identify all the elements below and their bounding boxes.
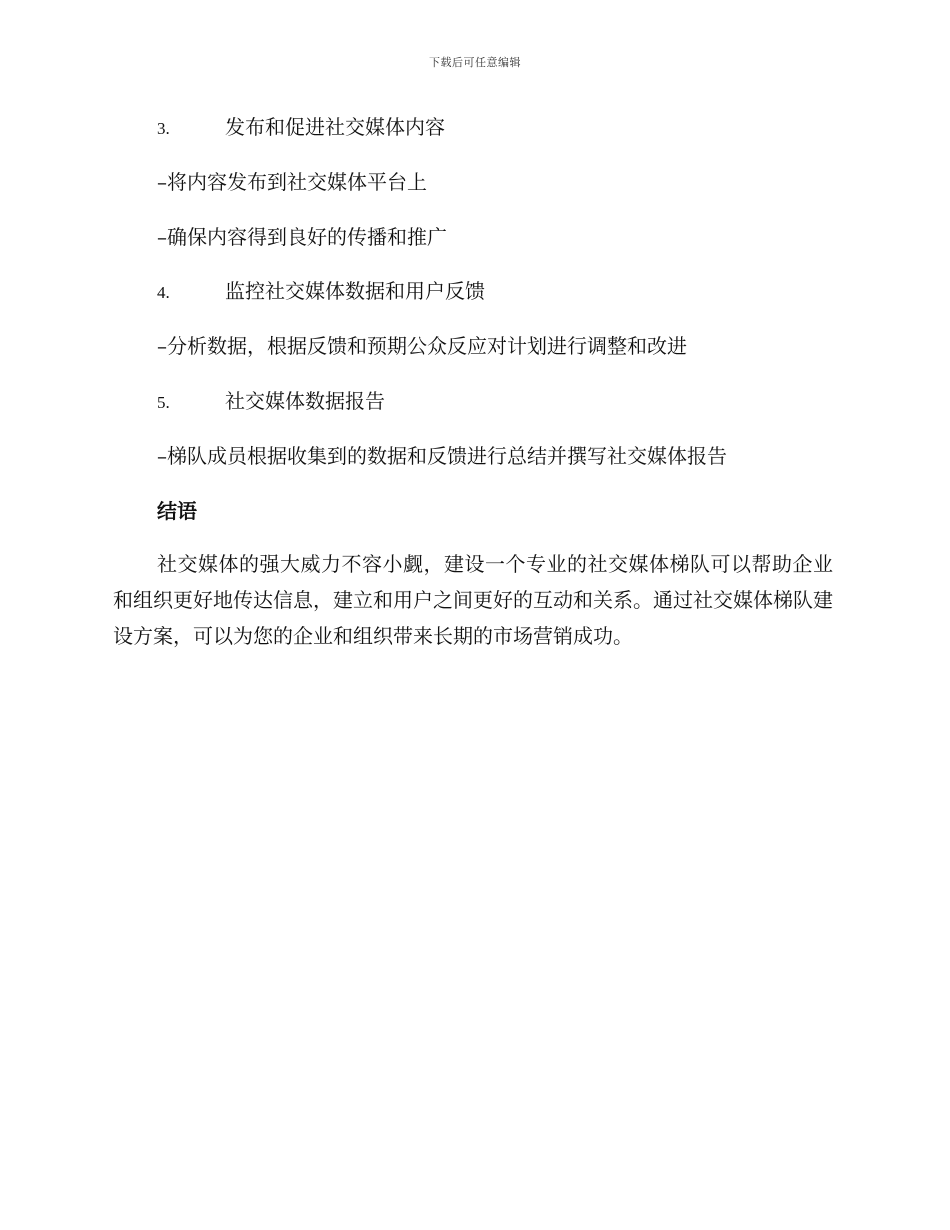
step-3 bbox=[157, 113, 445, 143]
bullet-publish-content: –将内容发布到社交媒体平台上 bbox=[157, 170, 427, 194]
step-title: 监控社交媒体数据和用户反馈 bbox=[225, 279, 485, 303]
conclusion-paragraph: 社交媒体的强大威力不容小觑，建设一个专业的社交媒体梯队可以帮助企业和组织更好地传达信息，建立和用户之间更好的互动和关系。通过社交媒体梯队建设方案，可以为您的企业和组织带来长期的市场营销成功。 bbox=[113, 552, 833, 648]
conclusion-heading: 结语 bbox=[157, 499, 197, 523]
bullet-analyze-data: –分析数据，根据反馈和预期公众反应对计划进行调整和改进 bbox=[157, 334, 687, 358]
page-header-note: 下载后可任意编辑 bbox=[429, 56, 521, 69]
step-title: 社交媒体数据报告 bbox=[225, 389, 385, 413]
step-number: 3. bbox=[157, 119, 170, 138]
step-title: 发布和促进社交媒体内容 bbox=[225, 115, 445, 139]
step-number: 4. bbox=[157, 283, 170, 302]
bullet-write-report: –梯队成员根据收集到的数据和反馈进行总结并撰写社交媒体报告 bbox=[157, 444, 727, 468]
step-5 bbox=[157, 387, 385, 417]
step-4 bbox=[157, 277, 485, 307]
bullet-ensure-spread: –确保内容得到良好的传播和推广 bbox=[157, 225, 447, 249]
step-number: 5. bbox=[157, 393, 170, 412]
